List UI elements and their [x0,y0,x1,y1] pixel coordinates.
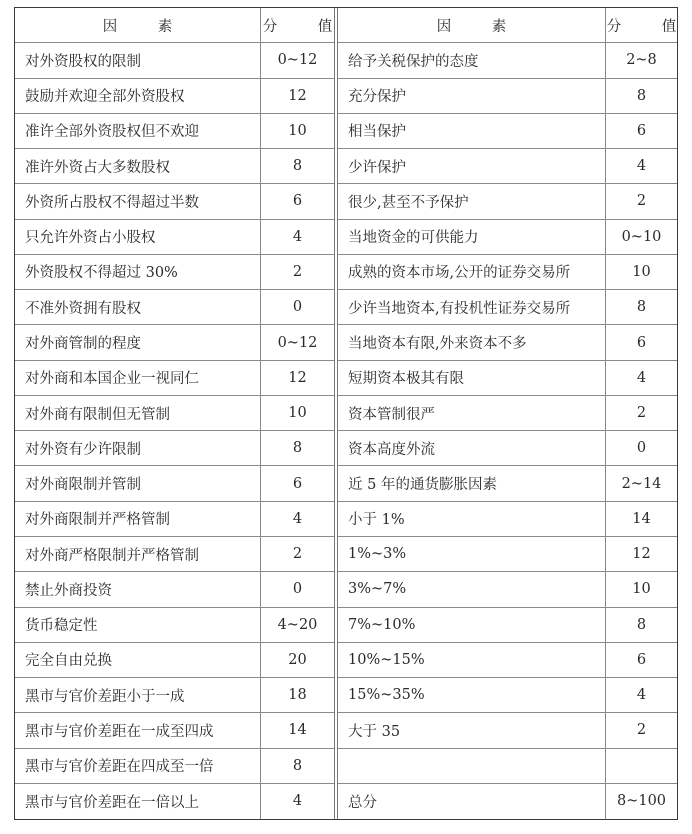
table-row [15,43,334,78]
score-cell: 4~20 [277,616,318,633]
factor-cell: 1%~3% [338,537,606,571]
score-cell [606,749,677,783]
header-factor: 因 素 [338,8,606,42]
score-cell: 10 [288,122,307,139]
factor-cell: 外资股权不得超过 30% [15,255,261,289]
factor-cell: 对外商管制的程度 [15,325,261,359]
score-cell: 12 [288,87,307,104]
score-cell: 2 [636,193,647,210]
factor-cell: 近 5 年的通货膨胀因素 [338,466,606,500]
table-row [15,290,334,325]
factor-cell: 对外商限制并管制 [15,466,261,500]
factor-cell: 少许保护 [338,149,606,183]
header-row [15,8,346,43]
factor-cell: 黑市与官价差距小于一成 [15,678,261,712]
table-row [338,537,677,572]
table-row [338,608,677,643]
score-cell: 4 [292,510,303,527]
factor-cell: 黑市与官价差距在一成至四成 [15,713,261,747]
factor-cell: 短期资本极其有限 [338,361,606,395]
score-cell: 12 [632,546,651,563]
score-cell: 4 [636,158,647,175]
factor-cell: 少许当地资本,有投机性证券交易所 [338,290,606,324]
table-row [15,184,334,219]
score-cell: 0 [636,440,647,457]
table-row [15,114,334,149]
score-cell: 8 [292,158,303,175]
table-row [338,325,677,360]
factor-cell: 给予关税保护的态度 [338,43,606,77]
score-cell: 8 [636,87,647,104]
factor-cell: 大于 35 [338,713,606,747]
factor-cell: 小于 1% [338,502,606,536]
table-row [338,713,677,748]
score-cell: 0~12 [277,334,318,351]
table-row [15,255,334,290]
score-cell: 14 [288,722,307,739]
factor-cell: 相当保护 [338,114,606,148]
left-half [15,8,346,819]
score-cell: 2~14 [621,475,662,492]
factor-cell: 外资所占股权不得超过半数 [15,184,261,218]
factor-cell: 准许全部外资股权但不欢迎 [15,114,261,148]
table-row [15,361,334,396]
factor-cell: 完全自由兑换 [15,643,261,677]
score-cell: 8 [636,616,647,633]
score-cell: 8~100 [616,793,667,810]
score-cell: 6 [636,651,647,668]
factor-cell: 准许外资占大多数股权 [15,149,261,183]
score-cell: 14 [632,510,651,527]
score-cell: 0 [292,581,303,598]
table-row [338,290,677,325]
table-row [338,255,677,290]
factor-cell: 资本高度外流 [338,431,606,465]
table-row [15,713,334,748]
score-cell: 0~10 [621,228,662,245]
score-cell: 2 [292,546,303,563]
factor-cell: 10%~15% [338,643,606,677]
score-cell: 10 [632,581,651,598]
score-cell: 6 [636,122,647,139]
factor-cell: 对外商和本国企业一视同仁 [15,361,261,395]
factor-cell: 禁止外商投资 [15,572,261,606]
score-cell: 6 [292,193,303,210]
score-cell: 2 [636,405,647,422]
header-row [338,8,690,43]
score-cell: 4 [292,793,303,810]
factor-cell: 3%~7% [338,572,606,606]
header-score: 分 值 [606,18,690,35]
table-row [338,114,677,149]
factor-cell: 黑市与官价差距在四成至一倍 [15,749,261,783]
table-row [15,79,334,114]
score-cell: 6 [636,334,647,351]
score-cell: 8 [292,440,303,457]
table-row [338,220,677,255]
factor-cell: 货币稳定性 [15,608,261,642]
score-cell: 2 [636,722,647,739]
score-cell: 10 [632,263,651,280]
header-factor: 因 素 [15,8,261,42]
factor-cell: 充分保护 [338,79,606,113]
score-cell: 10 [288,405,307,422]
table-row [15,502,334,537]
table-row [338,431,677,466]
table-row [15,466,334,501]
table-row [338,502,677,537]
table-row [15,149,334,184]
table-row [338,184,677,219]
score-cell: 20 [288,651,307,668]
score-cell: 8 [636,299,647,316]
factor-cell: 黑市与官价差距在一倍以上 [15,784,261,819]
factor-cell: 对外商有限制但无管制 [15,396,261,430]
factor-cell: 成熟的资本市场,公开的证券交易所 [338,255,606,289]
factor-cell: 7%~10% [338,608,606,642]
factor-cell [338,749,606,783]
factor-cell: 只允许外资占小股权 [15,220,261,254]
score-cell: 4 [636,369,647,386]
table-row [338,784,677,819]
table-row [15,643,334,678]
score-cell: 8 [292,757,303,774]
table-row [338,749,677,784]
table-row [15,572,334,607]
table-row [338,396,677,431]
table-row [338,43,677,78]
score-cell: 0~12 [277,52,318,69]
table-row [15,678,334,713]
factor-cell: 对外商严格限制并严格管制 [15,537,261,571]
header-score: 分 值 [262,18,346,35]
score-cell: 4 [292,228,303,245]
table-row [15,325,334,360]
table-row [15,220,334,255]
factor-cell: 当地资本有限,外来资本不多 [338,325,606,359]
table-row [338,149,677,184]
score-cell: 18 [288,687,307,704]
table-row [338,361,677,396]
score-cell: 2 [292,263,303,280]
factor-cell: 对外资有少许限制 [15,431,261,465]
score-cell: 12 [288,369,307,386]
table-row [15,749,334,784]
factor-cell: 15%~35% [338,678,606,712]
table-row [15,537,334,572]
score-cell: 6 [292,475,303,492]
score-cell: 2~8 [626,52,657,69]
right-half [337,8,690,819]
score-cell: 0 [292,299,303,316]
factor-cell: 对外商限制并严格管制 [15,502,261,536]
table-row [338,678,677,713]
table-row [15,431,334,466]
table-row [338,79,677,114]
factor-cell: 总分 [338,784,606,819]
factor-cell: 鼓励并欢迎全部外资股权 [15,79,261,113]
table-row [15,784,334,819]
factor-cell: 对外资股权的限制 [15,43,261,77]
investment-climate-score-table [14,7,690,820]
table-row [338,466,677,501]
factor-cell: 不准外资拥有股权 [15,290,261,324]
table-row [15,608,334,643]
score-cell: 4 [636,687,647,704]
factor-cell: 资本管制很严 [338,396,606,430]
factor-cell: 很少,甚至不予保护 [338,184,606,218]
table-row [338,572,677,607]
table-row [15,396,334,431]
factor-cell: 当地资金的可供能力 [338,220,606,254]
table-row [338,643,677,678]
